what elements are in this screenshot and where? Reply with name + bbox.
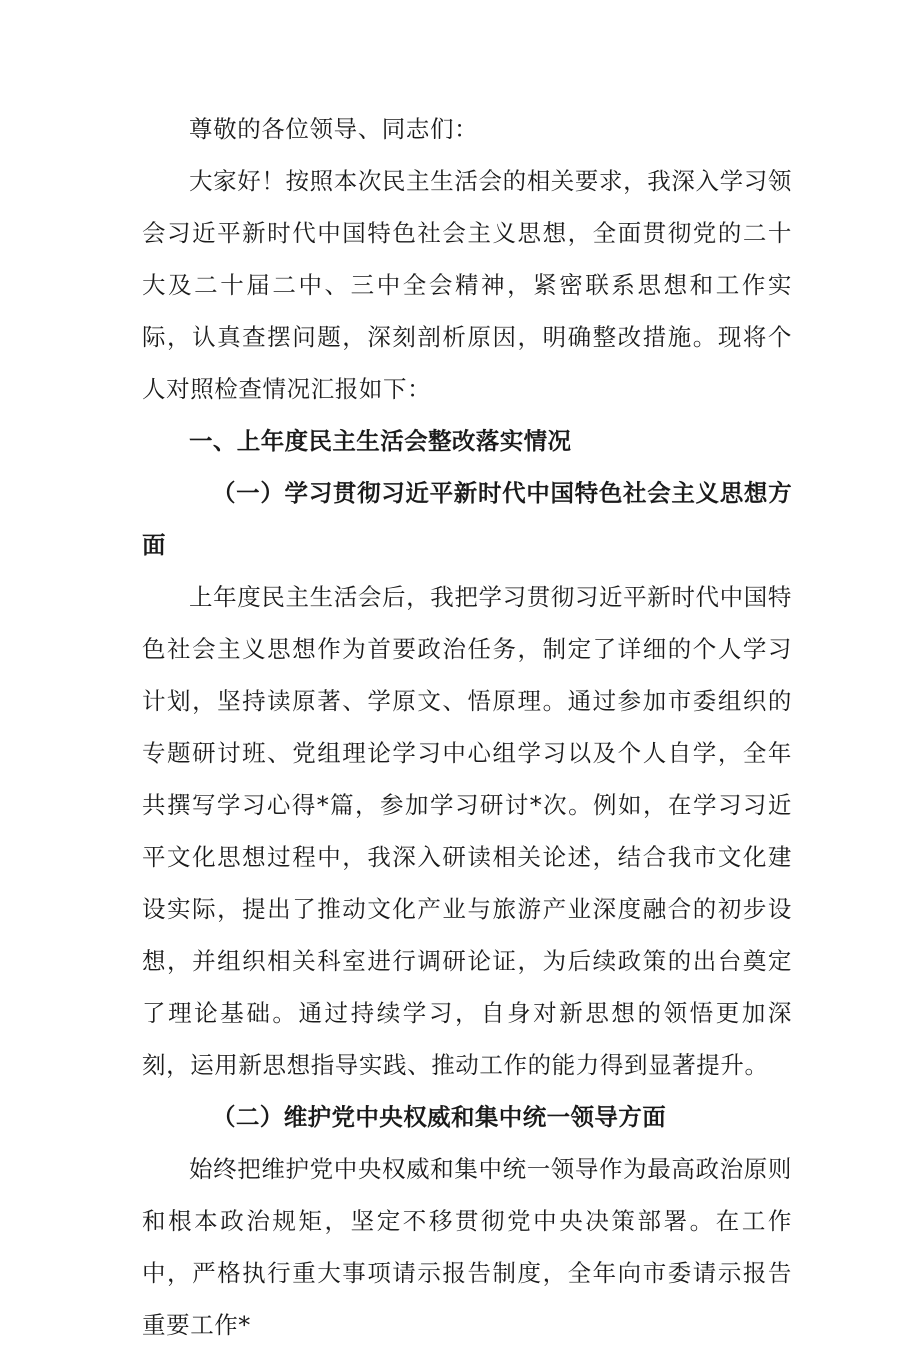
- subsection-heading-1: （一）学习贯彻习近平新时代中国特色社会主义思想方面: [142, 479, 792, 559]
- document-body: [142, 103, 792, 1351]
- subsection-1-paragraph: 上年度民主生活会后，我把学习贯彻习近平新时代中国特色社会主义思想作为首要政治任务，制定了详细的个人学习计划，坚持读原著、学原文、悟原理。通过参加市委组织的专题研讨班、党组理论学习中心组学习以及个人自学，全年共撰写学习心得*篇，参加学习研讨*次。例如，在学习习近平文化思想过程中，我深入研读相关论述，结合我市文化建设实际，提出了推动文化产业与旅游产业深度融合的初步设想，并组织相关科室进行调研论证，为后续政策的出台奠定了理论基础。通过持续学习，自身对新思想的领悟更加深刻，运用新思想指导实践、推动工作的能力得到显著提升。: [142, 583, 792, 1079]
- intro-paragraph: 大家好！按照本次民主生活会的相关要求，我深入学习领会习近平新时代中国特色社会主义思想，全面贯彻党的二十大及二十届二中、三中全会精神，紧密联系思想和工作实际，认真查摆问题，深刻剖析原因，明确整改措施。现将个人对照检查情况汇报如下：: [142, 167, 792, 403]
- greeting: 尊敬的各位领导、同志们：: [189, 115, 479, 143]
- section-heading-1: 一、上年度民主生活会整改落实情况: [189, 427, 572, 455]
- subsection-2-paragraph: 始终把维护党中央权威和集中统一领导作为最高政治原则和根本政治规矩，坚定不移贯彻党中央决策部署。在工作中，严格执行重大事项请示报告制度，全年向市委请示报告重要工作*: [142, 1155, 792, 1339]
- subsection-heading-2: （二）维护党中央权威和集中统一领导方面: [212, 1103, 667, 1131]
